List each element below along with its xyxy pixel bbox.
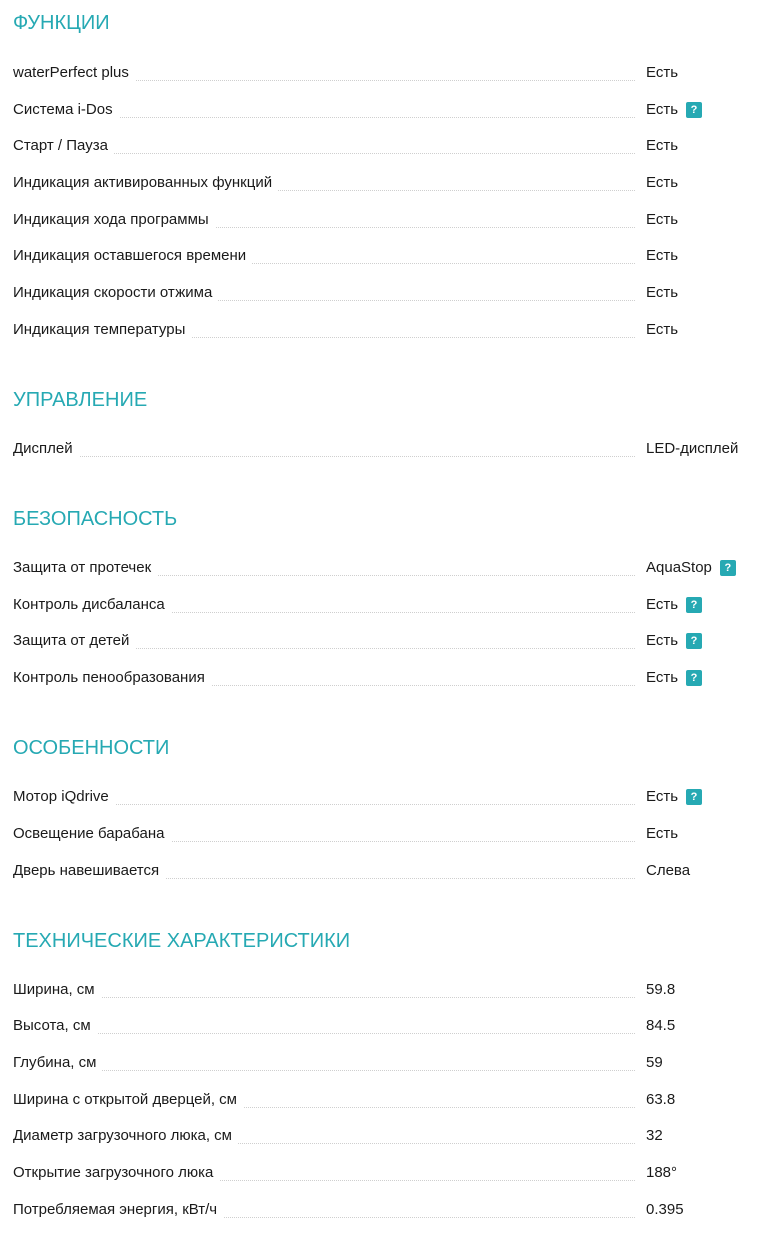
spec-value: Слева [646,862,691,879]
spec-label: Потребляемая энергия, кВт/ч [13,1198,223,1222]
spec-label: Старт / Пауза [13,134,114,158]
section-title-control: УПРАВЛЕНИЕ [13,389,148,411]
spec-value-wrap [646,437,738,461]
spec-value-wrap [646,244,678,268]
spec-value-wrap [646,1088,675,1112]
help-icon[interactable]: ? [686,633,702,649]
spec-label: Ширина, см [13,978,101,1002]
spec-value-wrap [646,629,702,653]
section-title-tech: ТЕХНИЧЕСКИЕ ХАРАКТЕРИСТИКИ [13,930,351,952]
spec-row-width-door-open [13,1088,748,1112]
spec-value-wrap [646,978,675,1002]
spec-label: Индикация хода программы [13,208,215,232]
spec-label: Мотор iQdrive [13,785,115,809]
spec-row-temperature [13,318,748,342]
spec-label: Индикация температуры [13,318,191,342]
spec-row-energy [13,1198,748,1222]
spec-row-foam-control [13,666,748,690]
spec-label: Ширина с открытой дверцей, см [13,1088,243,1112]
spec-value-wrap [646,98,702,122]
spec-value-wrap [646,1051,663,1075]
spec-value-wrap [646,134,678,158]
spec-value-wrap [646,822,678,846]
spec-row-height [13,1014,748,1038]
spec-value: Есть [646,247,679,264]
spec-value-wrap [646,785,702,809]
spec-value: 63.8 [646,1091,676,1108]
help-icon[interactable]: ? [720,560,736,576]
spec-value: Есть [646,174,679,191]
spec-value-wrap [646,1198,684,1222]
help-icon[interactable]: ? [686,102,702,118]
help-icon[interactable]: ? [686,789,702,805]
spec-value-wrap [646,61,678,85]
spec-row-depth [13,1051,748,1075]
spec-value-wrap [646,593,702,617]
spec-value: Есть [646,321,679,338]
spec-value: 32 [646,1127,663,1144]
spec-row-imbalance-control [13,593,748,617]
spec-value: 59.8 [646,981,676,998]
spec-label: Контроль дисбаланса [13,593,171,617]
spec-value: Есть [646,211,679,228]
spec-label: Глубина, см [13,1051,102,1075]
spec-value: LED-дисплей [646,440,739,457]
spec-value: Есть [646,632,679,649]
spec-value-wrap [646,859,690,883]
spec-row-start-pause [13,134,748,158]
spec-value: Есть [646,284,679,301]
spec-value-wrap [646,281,678,305]
spec-value: Есть [646,137,679,154]
spec-row-active-functions [13,171,748,195]
spec-label: Защита от детей [13,629,135,653]
spec-value: 0.395 [646,1201,684,1218]
spec-value: Есть [646,101,679,118]
spec-value-wrap [646,556,736,580]
spec-row-porthole-diameter [13,1124,748,1148]
spec-row-width [13,978,748,1002]
help-icon[interactable]: ? [686,670,702,686]
spec-row-drum-light [13,822,748,846]
spec-value-wrap [646,1124,663,1148]
spec-label: Освещение барабана [13,822,171,846]
spec-value: Есть [646,64,679,81]
spec-label: Открытие загрузочного люка [13,1161,219,1185]
spec-row-display [13,437,748,461]
spec-value: 59 [646,1054,663,1071]
spec-value-wrap [646,171,678,195]
spec-row-leak-protection [13,556,748,580]
section-title-features: ОСОБЕННОСТИ [13,737,170,759]
spec-row-door-hinge [13,859,748,883]
spec-row-spin-speed [13,281,748,305]
spec-value: Есть [646,669,679,686]
spec-label: Дверь навешивается [13,859,165,883]
spec-value: Есть [646,825,679,842]
help-icon[interactable]: ? [686,597,702,613]
spec-value: Есть [646,788,679,805]
spec-value: Есть [646,596,679,613]
spec-value: 84.5 [646,1017,676,1034]
section-title-safety: БЕЗОПАСНОСТЬ [13,508,178,530]
spec-value-wrap [646,1014,675,1038]
spec-value: 188° [646,1164,678,1181]
spec-row-idos [13,98,748,122]
spec-row-porthole-opening [13,1161,748,1185]
spec-value-wrap [646,208,678,232]
spec-row-program-progress [13,208,748,232]
spec-row-child-lock [13,629,748,653]
section-title-functions: ФУНКЦИИ [13,12,110,34]
spec-row-waterperfect [13,61,748,85]
spec-value-wrap [646,666,702,690]
spec-value-wrap [646,1161,677,1185]
spec-label: Дисплей [13,437,79,461]
spec-label: Диаметр загрузочного люка, см [13,1124,238,1148]
spec-value-wrap [646,318,678,342]
spec-label: Индикация скорости отжима [13,281,218,305]
spec-label: Система i-Dos [13,98,119,122]
spec-row-motor [13,785,748,809]
spec-label: Контроль пенообразования [13,666,211,690]
spec-value: AquaStop [646,559,712,576]
spec-label: waterPerfect plus [13,61,135,85]
spec-row-remaining-time [13,244,748,268]
spec-label: Индикация оставшегося времени [13,244,252,268]
spec-label: Высота, см [13,1014,97,1038]
spec-label: Защита от протечек [13,556,157,580]
spec-label: Индикация активированных функций [13,171,278,195]
